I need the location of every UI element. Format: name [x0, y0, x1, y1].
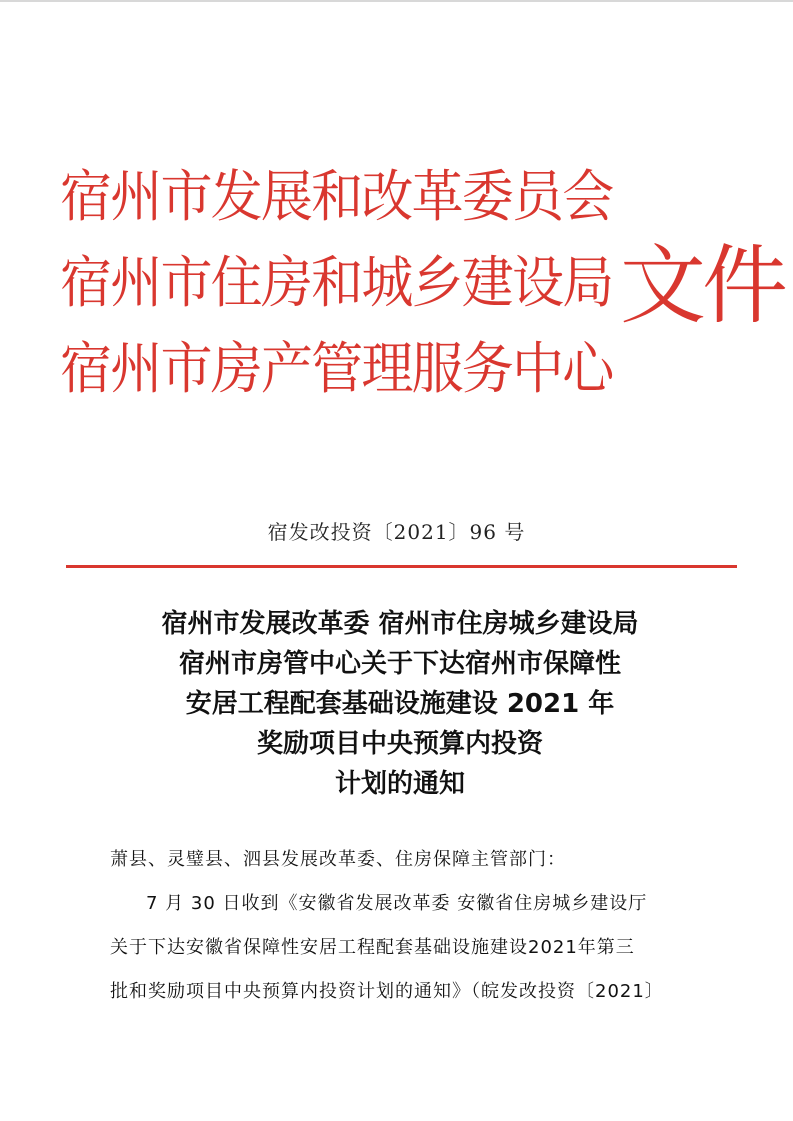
paragraph-line: 7 月 30 日收到《安徽省发展改革委 安徽省住房城乡建设厅 — [146, 893, 648, 914]
issuer-housing-service-center: 宿州市房产管理服务中心 — [60, 337, 613, 402]
paragraph-line: 关于下达安徽省保障性安居工程配套基础设施建设2021年第三 — [110, 937, 635, 958]
red-divider-line — [66, 565, 737, 568]
document-label: 文件 — [620, 236, 784, 336]
title-line: 宿州市发展改革委 宿州市住房城乡建设局 — [161, 609, 639, 639]
paragraph-line: 批和奖励项目中央预算内投资计划的通知》（皖发改投资〔2021〕 — [110, 981, 664, 1002]
salutation: 萧县、灵璧县、泗县发展改革委、住房保障主管部门： — [110, 849, 566, 870]
document-title — [80, 604, 720, 804]
title-line: 计划的通知 — [334, 769, 465, 799]
title-line: 安居工程配套基础设施建设 2021 年 — [185, 689, 615, 719]
title-line: 奖励项目中央预算内投资 — [256, 729, 543, 759]
document-number: 宿发改投资〔2021〕96 号 — [267, 520, 526, 544]
page-top-edge — [0, 0, 793, 2]
document-header — [60, 165, 784, 438]
issuer-housing-construction: 宿州市住房和城乡建设局 — [60, 251, 613, 316]
document-body — [110, 838, 710, 1014]
title-line: 宿州市房管中心关于下达宿州市保障性 — [178, 649, 621, 679]
issuer-development-reform: 宿州市发展和改革委员会 — [60, 165, 613, 230]
